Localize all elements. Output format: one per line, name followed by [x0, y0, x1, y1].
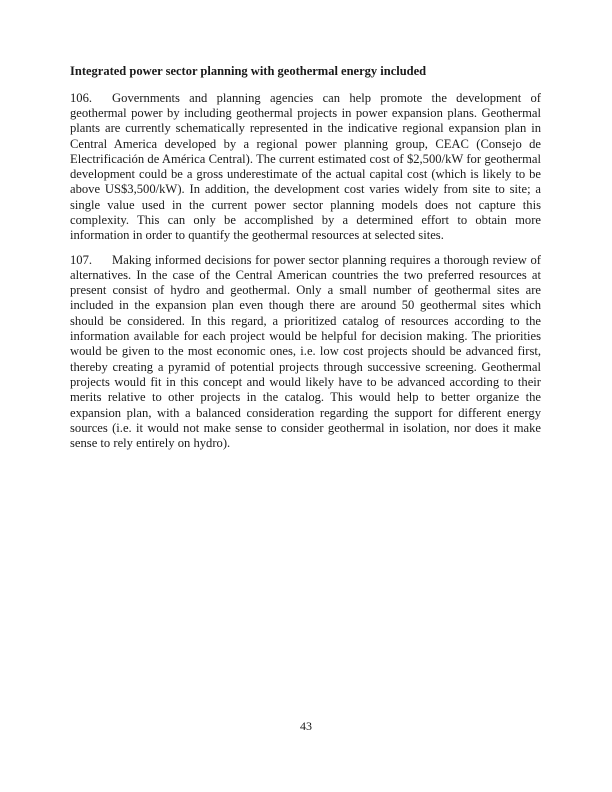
- paragraph-text: Making informed decisions for power sector planning requires a thorough review of alternatives. In the case of the Central American countries the two preferred resources at present consist of hydro and geothermal. Only a small number of geothermal sites are included in the expansion plan even though there are around 50 geothermal sites which should be considered. In this regard, a prioritized catalog of resources according to the information available for each project would be helpful for decision making. The priorities would be given to the most economic ones, i.e. low cost projects should be advanced first, thereby creating a pyramid of potential projects through successive screening. Geothermal projects would fit in this concept and would likely have to be advanced according to their merits relative to other projects in the catalog. This would help to better organize the expansion plan, with a balanced consideration regarding the support for different energy sources (i.e. it would not make sense to consider geothermal in isolation, nor does it make sense to rely entirely on hydro).: [70, 252, 541, 451]
- page-number: 43: [300, 719, 312, 733]
- paragraph-107: [70, 253, 541, 452]
- paragraph-number: 107.: [70, 252, 93, 267]
- paragraph-106: [70, 91, 541, 244]
- paragraph-number: 106.: [70, 90, 93, 105]
- page-content: [70, 64, 541, 460]
- paragraph-text: Governments and planning agencies can help promote the development of geothermal power by including geothermal projects in power expansion plans. Geothermal plants are currently schematically represented in the indicative regional expansion plan in Central America developed by a regional power planning group, CEAC (Consejo de Electrificación de América Central). The current estimated cost of $2,500/kW for geothermal development could be a gross underestimate of the actual capital cost (which is likely to be above US$3,500/kW). In addition, the development cost varies widely from site to site; a single value used in the current power sector planning models does not capture this complexity. This can only be accomplished by a determined effort to obtain more information in order to quantify the geothermal resources at selected sites.: [70, 90, 541, 243]
- section-heading: Integrated power sector planning with geothermal energy included: [70, 64, 427, 78]
